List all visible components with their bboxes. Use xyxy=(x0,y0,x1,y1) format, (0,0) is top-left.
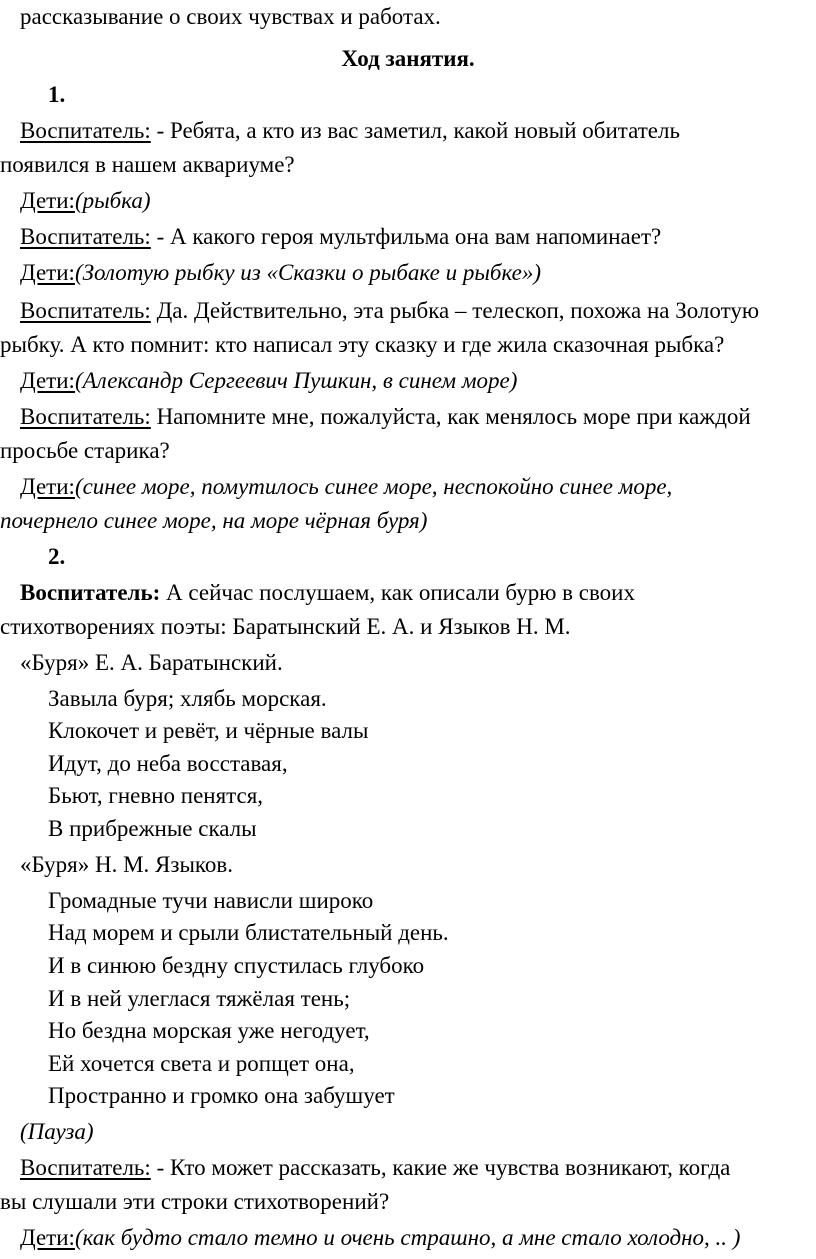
dialogue-line xyxy=(20,116,680,146)
speaker-children: Дети: xyxy=(20,1225,75,1250)
children-answer: (рыбка) xyxy=(74,188,151,213)
intro-tail: рассказывание о своих чувствах и работах. xyxy=(20,4,441,29)
section-heading: Ход занятия. xyxy=(341,46,475,71)
children-answer: (как будто стало темно и очень страшно, а мне стало холодно, .. ) xyxy=(74,1225,741,1250)
poem-title-yazykov: «Буря» Н. М. Языков. xyxy=(20,852,234,877)
utterance: Да. Действительно, эта рыбка – телескоп, похожа на Золотую xyxy=(150,298,760,323)
dialogue-line xyxy=(20,472,672,502)
utterance: А сейчас послушаем, как описали бурю в своих xyxy=(160,580,635,605)
poem-line: И в синюю бездну спустилась глубоко xyxy=(48,953,425,978)
utterance: - А какого героя мультфильма она вам напоминает? xyxy=(150,224,662,249)
dialogue-line xyxy=(20,366,517,396)
poem-line: Клокочет и ревёт, и чёрные валы xyxy=(48,718,369,743)
speaker-teacher: Воспитатель: xyxy=(20,1155,151,1180)
children-answer-continuation: почернело синее море, на море чёрная буря) xyxy=(0,508,428,533)
poem-line: Ей хочется света и ропщет она, xyxy=(48,1051,355,1076)
poem-line: Громадные тучи нависли широко xyxy=(48,888,374,913)
speaker-teacher: Воспитатель: xyxy=(20,298,151,323)
speaker-children: Дети: xyxy=(20,368,75,393)
poem-line: Над морем и срыли блистательный день. xyxy=(48,920,449,945)
utterance-continuation: вы слушали эти строки стихотворений? xyxy=(0,1189,390,1214)
children-answer: (Александр Сергеевич Пушкин, в синем море) xyxy=(74,368,518,393)
utterance-continuation: появился в нашем аквариуме? xyxy=(0,152,295,177)
dialogue-line xyxy=(20,186,151,216)
part-number-1: 1. xyxy=(48,82,66,107)
dialogue-line xyxy=(20,296,759,326)
speaker-children: Дети: xyxy=(20,188,75,213)
pause-note: (Пауза) xyxy=(20,1119,94,1144)
dialogue-line xyxy=(20,1153,730,1183)
utterance-continuation: стихотворениях поэты: Баратынский Е. А. и Языков Н. М. xyxy=(0,614,571,639)
part-number-2: 2. xyxy=(48,544,66,569)
utterance-continuation: просьбе старика? xyxy=(0,438,170,463)
poem-line: Но бездна морская уже негодует, xyxy=(48,1018,370,1043)
poem-line: Бьют, гневно пенятся, xyxy=(48,783,264,808)
dialogue-line xyxy=(20,402,751,432)
utterance: Напомните мне, пожалуйста, как менялось море при каждой xyxy=(150,404,751,429)
dialogue-line xyxy=(20,222,661,252)
dialogue-line xyxy=(20,1223,740,1253)
poem-line: Завыла буря; хлябь морская. xyxy=(48,686,327,711)
utterance-continuation: рыбку. А кто помнит: кто написал эту сказку и где жила сказочная рыбка? xyxy=(0,332,725,357)
poem-title-baratynsky: «Буря» Е. А. Баратынский. xyxy=(20,650,283,675)
speaker-teacher: Воспитатель: xyxy=(20,118,151,143)
poem-line: Идут, до неба восставая, xyxy=(48,751,288,776)
dialogue-line xyxy=(20,258,541,288)
poem-line: Пространно и громко она забушует xyxy=(48,1083,395,1108)
speaker-teacher: Воспитатель: xyxy=(20,224,151,249)
poem-line: И в ней улеглася тяжёлая тень; xyxy=(48,986,351,1011)
children-answer: (Золотую рыбку из «Сказки о рыбаке и рыбке») xyxy=(74,260,542,285)
utterance: - Кто может рассказать, какие же чувства возникают, когда xyxy=(150,1155,731,1180)
poem-line: В прибрежные скалы xyxy=(48,816,257,841)
speaker-teacher: Воспитатель: xyxy=(20,404,151,429)
dialogue-line xyxy=(20,578,635,608)
utterance: - Ребята, а кто из вас заметил, какой новый обитатель xyxy=(150,118,680,143)
children-answer: (синее море, помутилось синее море, неспокойно синее море, xyxy=(74,474,673,499)
speaker-children: Дети: xyxy=(20,474,75,499)
speaker-teacher: Воспитатель: xyxy=(20,580,161,605)
speaker-children: Дети: xyxy=(20,260,75,285)
